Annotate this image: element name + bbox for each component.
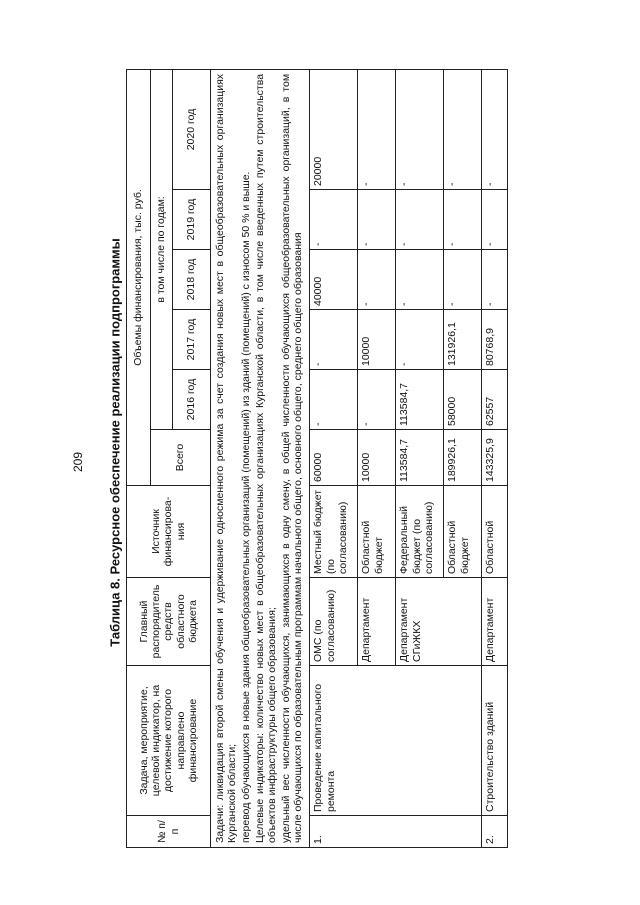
header-manager: Главный распорядитель средств областного бюджета	[127, 578, 211, 666]
cell-2017: 10000	[358, 310, 396, 370]
header-volumes: Объемы финансирования, тыс. руб.	[127, 69, 151, 485]
row-name: Проведение капитального ремонта	[310, 666, 482, 816]
cell-2017: -	[310, 310, 358, 370]
header-year-2017: 2017 год	[173, 310, 211, 370]
cell-total: 60000	[310, 430, 358, 486]
page-number: 209	[71, 451, 86, 473]
cell-2016: 113584,7	[396, 370, 444, 430]
cell-2019: -	[396, 190, 444, 250]
cell-2018: -	[358, 250, 396, 310]
cell-2018: -	[396, 250, 444, 310]
cell-source: Областной	[482, 486, 508, 578]
cell-2019: -	[358, 190, 396, 250]
cell-2016: 62557	[482, 370, 508, 430]
cell-2017: 131926,1	[444, 310, 482, 370]
cell-source: Областной бюджет	[358, 486, 396, 578]
header-year-2020: 2020 год	[173, 69, 211, 189]
cell-2018: -	[482, 250, 508, 310]
cell-2016: -	[358, 370, 396, 430]
cell-2019: -	[482, 190, 508, 250]
header-year-2016: 2016 год	[173, 370, 211, 430]
header-num: № п/п	[127, 816, 211, 848]
cell-2019: -	[310, 190, 358, 250]
cell-2020: -	[482, 69, 508, 189]
header-year-2019: 2019 год	[173, 190, 211, 250]
cell-2017: 80768,9	[482, 310, 508, 370]
goal-share: удельный вес численности обучающихся, занимающихся в одну смену, в общей численности обучающихся общеобразовательных организаций, в том числе обучающихся по образовательным программам начального общего, основного общего, среднего общего образования	[280, 73, 305, 843]
goal-tasks: Задачи: ликвидация второй смены обучения и удерживание односменного режима за счет создания новых мест в общеобразовательных организациях Курганской области;	[214, 73, 239, 843]
header-source: Источник финансирова-ния	[127, 486, 211, 578]
cell-2016: 58000	[444, 370, 482, 430]
cell-source: Местный бюджет (по согласованию)	[310, 486, 358, 578]
resource-table	[126, 69, 508, 848]
header-task: Задача, мероприятие, целевой индикатор, на достижение которого направлено финансирование	[127, 666, 211, 816]
resource-table-container	[126, 70, 591, 848]
row-name: Строительство зданий	[482, 666, 508, 816]
cell-total: 113584,7	[396, 430, 444, 486]
cell-2019: -	[444, 190, 482, 250]
row-num: 2.	[482, 816, 508, 848]
cell-manager: Департамент	[358, 578, 396, 666]
cell-2020: -	[358, 69, 396, 189]
goal-indicators: Целевые индикаторы: количество новых мест в общеобразовательных организациях Курганской области, в том числе введенных путем строительства объектов инфраструктуры общего образования;	[254, 73, 279, 843]
cell-2016: -	[310, 370, 358, 430]
cell-total: 10000	[358, 430, 396, 486]
cell-2018: -	[444, 250, 482, 310]
cell-2018: 40000	[310, 250, 358, 310]
table-title: Таблица 8. Ресурсное обеспечение реализации подпрограммы	[107, 238, 123, 647]
row-num: 1.	[310, 816, 482, 848]
cell-2020: -	[396, 69, 444, 189]
cell-source: Областной бюджет	[444, 486, 482, 578]
cell-manager: ОМС (по согласованию)	[310, 578, 358, 666]
header-by-years: в том числе по годам:	[151, 69, 173, 429]
cell-manager: Департамент	[482, 578, 508, 666]
header-total: Всего	[151, 430, 211, 486]
cell-total: 189926,1	[444, 430, 482, 486]
cell-source: Федеральный бюджет (по согласованию)	[396, 486, 444, 578]
cell-manager: Департамент СГиЖКХ	[396, 578, 482, 666]
table-row	[310, 69, 358, 847]
cell-total: 143325,9	[482, 430, 508, 486]
goal-block	[211, 69, 310, 847]
cell-2017: -	[396, 310, 444, 370]
cell-2020: 20000	[310, 69, 358, 189]
header-year-2018: 2018 год	[173, 250, 211, 310]
table-row	[482, 69, 508, 847]
goal-transfer: перевод обучающихся в новые здания общеобразовательных организаций (помещений) из зданий (помещений) с износом 50 % и выше.	[240, 171, 253, 843]
cell-2020: -	[444, 69, 482, 189]
